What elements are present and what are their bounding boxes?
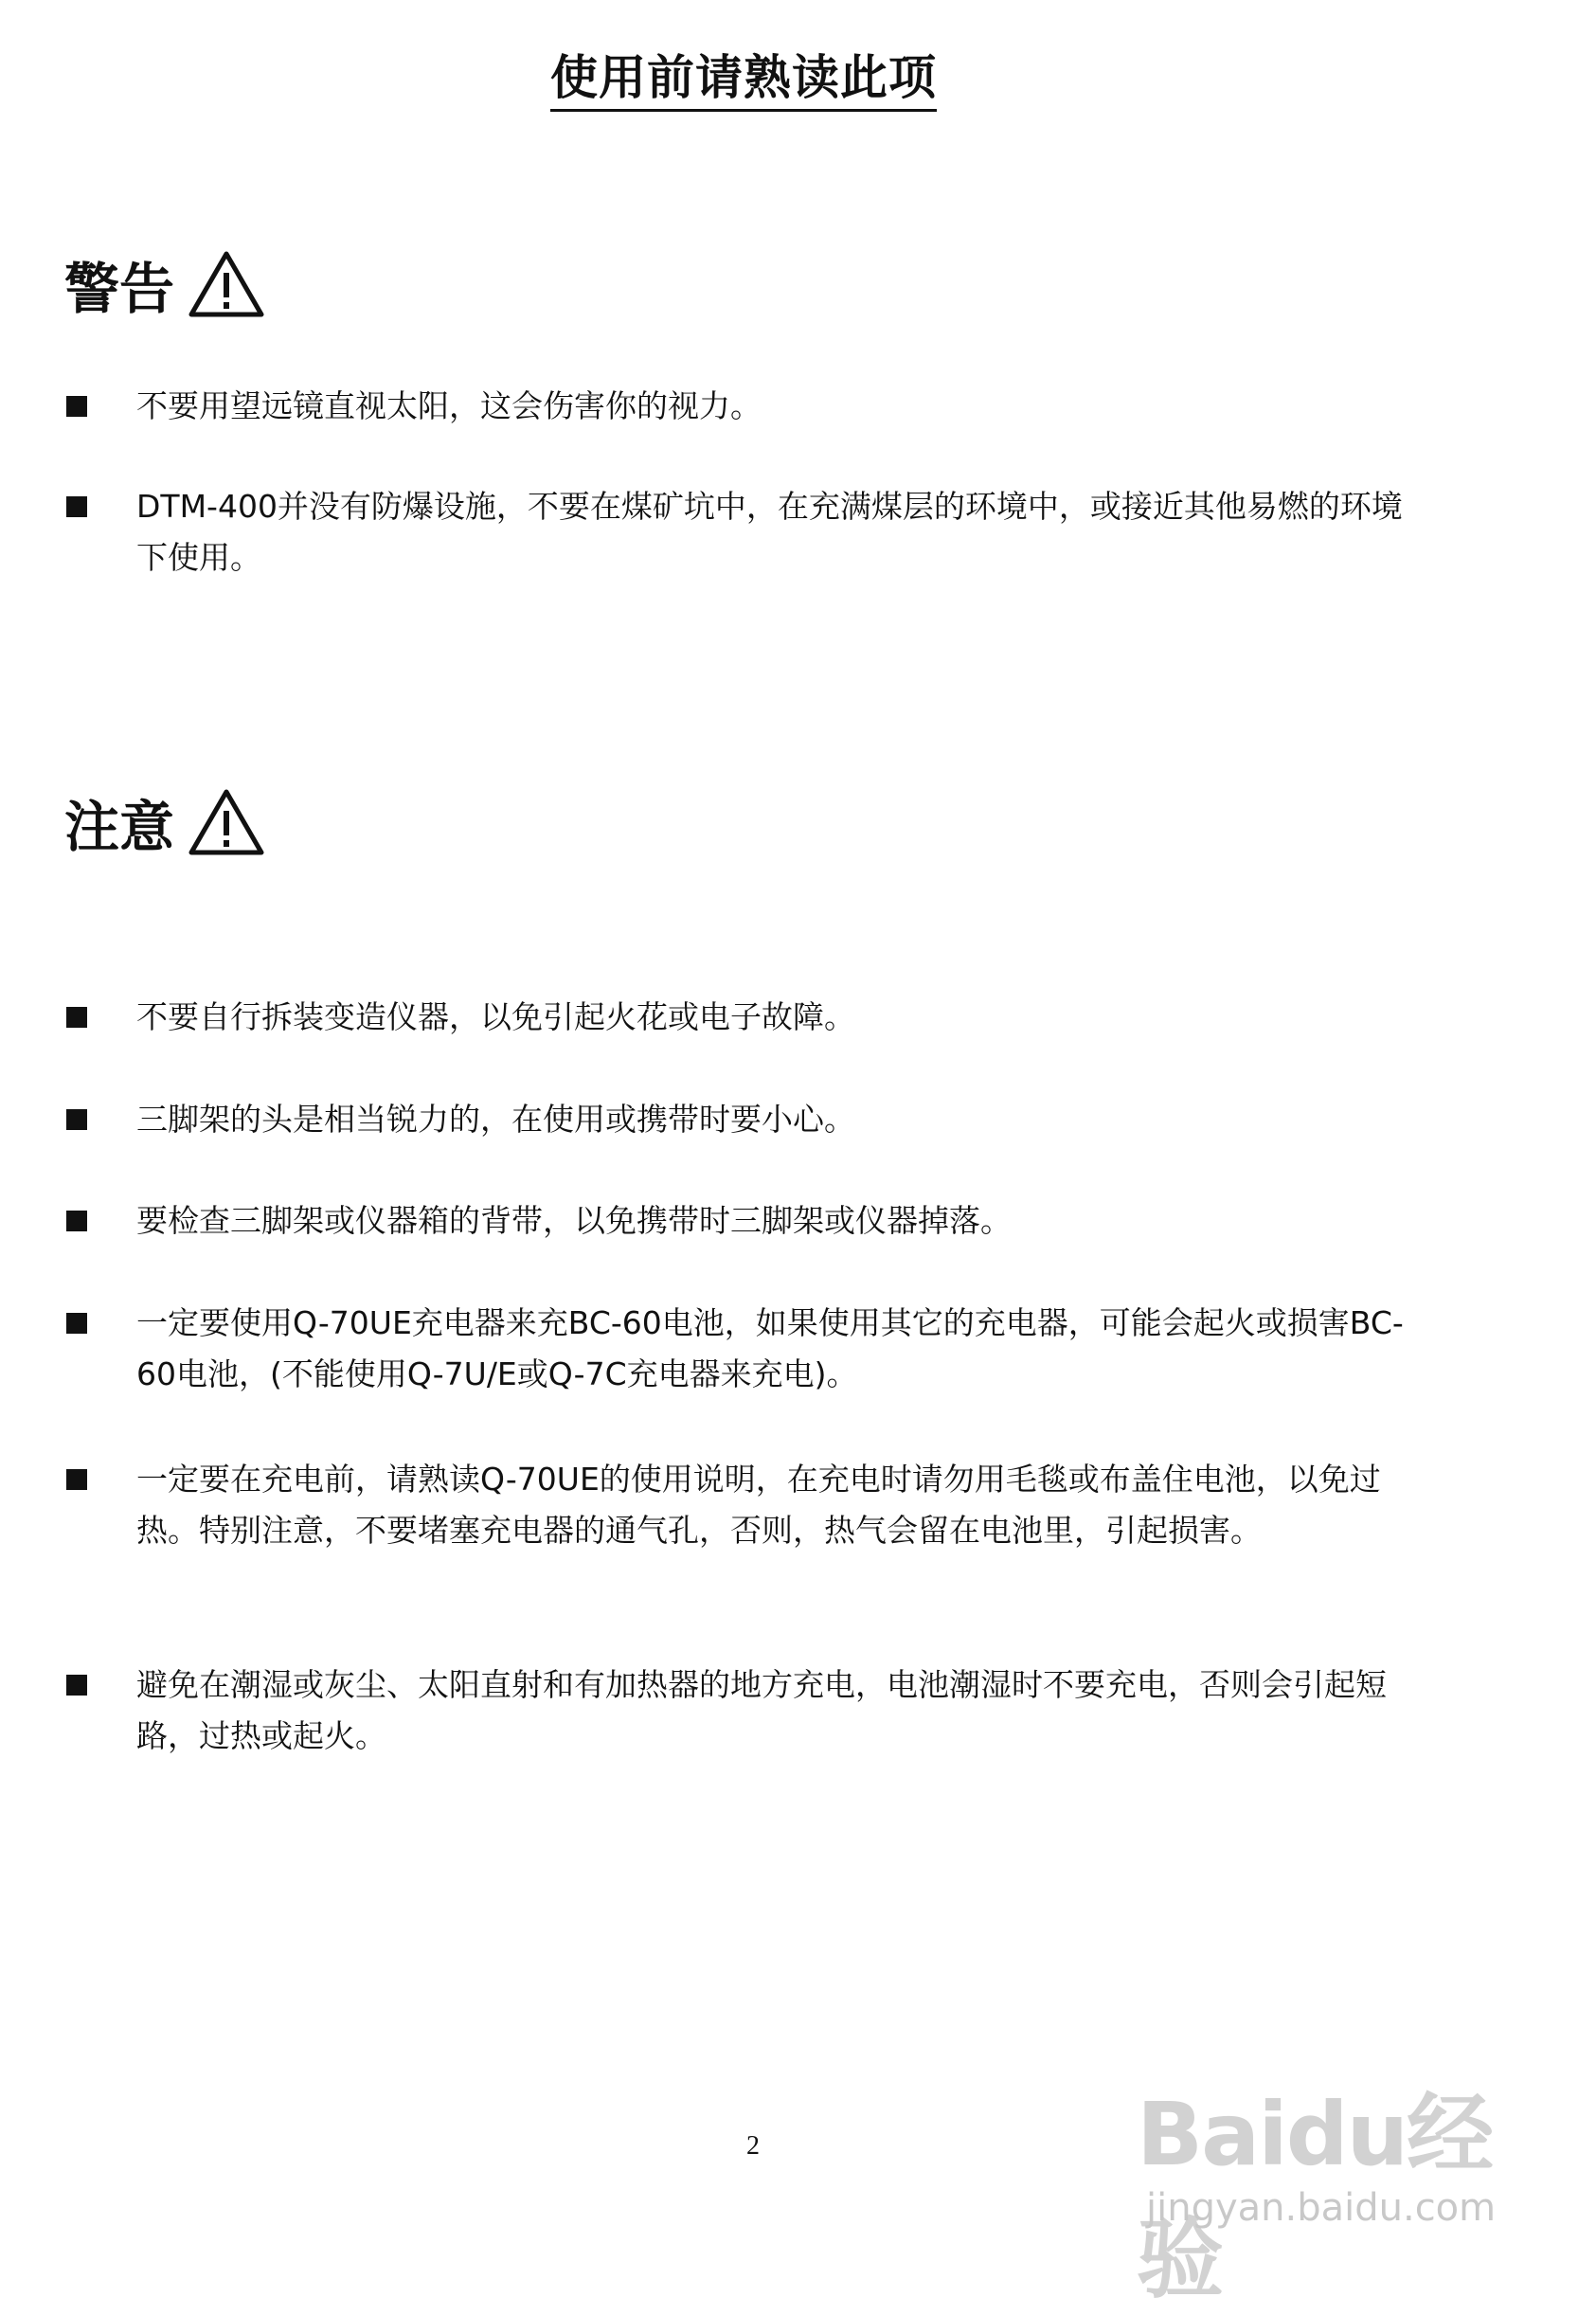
caution-item-text: 一定要使用Q-70UE充电器来充BC-60电池，如果使用其它的充电器，可能会起火或损害BC-60电池，(不能使用Q-7U/E或Q-7C充电器来充电)。 <box>136 1304 1404 1392</box>
bullet-square-icon <box>66 1109 87 1130</box>
watermark-brand: Baidu经验 <box>1137 2084 1493 2310</box>
bullet-square-icon <box>66 1007 87 1028</box>
warning-item-text: DTM-400并没有防爆设施，不要在煤矿坑中，在充满煤层的环境中，或接近其他易燃的环境下使用。 <box>136 488 1403 576</box>
page-title-text: 使用前请熟读此项 <box>550 50 937 112</box>
caution-item-text: 避免在潮湿或灰尘、太阳直射和有加热器的地方充电，电池潮湿时不要充电，否则会引起短路，过热或起火。 <box>136 1666 1387 1754</box>
bullet-square-icon <box>66 1675 87 1696</box>
caution-item <box>66 992 1430 1043</box>
bullet-square-icon <box>66 396 87 417</box>
bullet-square-icon <box>66 1313 87 1334</box>
warning-heading-text: 警告 <box>64 257 175 321</box>
bullet-square-icon <box>66 496 87 517</box>
caution-item <box>66 1660 1430 1762</box>
warning-triangle-icon <box>188 788 265 856</box>
caution-item-text: 一定要在充电前，请熟读Q-70UE的使用说明，在充电时请勿用毛毯或布盖住电池，以免过热。特别注意，不要堵塞充电器的通气孔，否则，热气会留在电池里，引起损害。 <box>136 1461 1381 1549</box>
bullet-square-icon <box>66 1211 87 1231</box>
watermark-url: jingyan.baidu.com <box>1146 2186 1497 2230</box>
page-number: 2 <box>746 2131 760 2161</box>
caution-item <box>66 1454 1430 1556</box>
caution-heading <box>64 782 265 862</box>
caution-heading-text: 注意 <box>64 795 175 859</box>
baidu-watermark <box>1137 2027 1534 2310</box>
caution-item-text: 不要自行拆装变造仪器，以免引起火花或电子故障。 <box>136 998 855 1035</box>
warning-item <box>66 481 1430 583</box>
caution-item <box>66 1298 1430 1400</box>
warning-item <box>66 381 1430 432</box>
warning-item-text: 不要用望远镜直视太阳，这会伤害你的视力。 <box>136 387 762 424</box>
caution-item <box>66 1094 1430 1145</box>
page-title <box>0 40 1487 108</box>
warning-triangle-icon <box>188 250 265 318</box>
bullet-square-icon <box>66 1469 87 1490</box>
caution-item-text: 三脚架的头是相当锐力的，在使用或携带时要小心。 <box>136 1101 855 1138</box>
caution-item-text: 要检查三脚架或仪器箱的背带，以免携带时三脚架或仪器掉落。 <box>136 1202 1012 1239</box>
caution-item <box>66 1195 1430 1247</box>
warning-heading <box>64 244 265 324</box>
